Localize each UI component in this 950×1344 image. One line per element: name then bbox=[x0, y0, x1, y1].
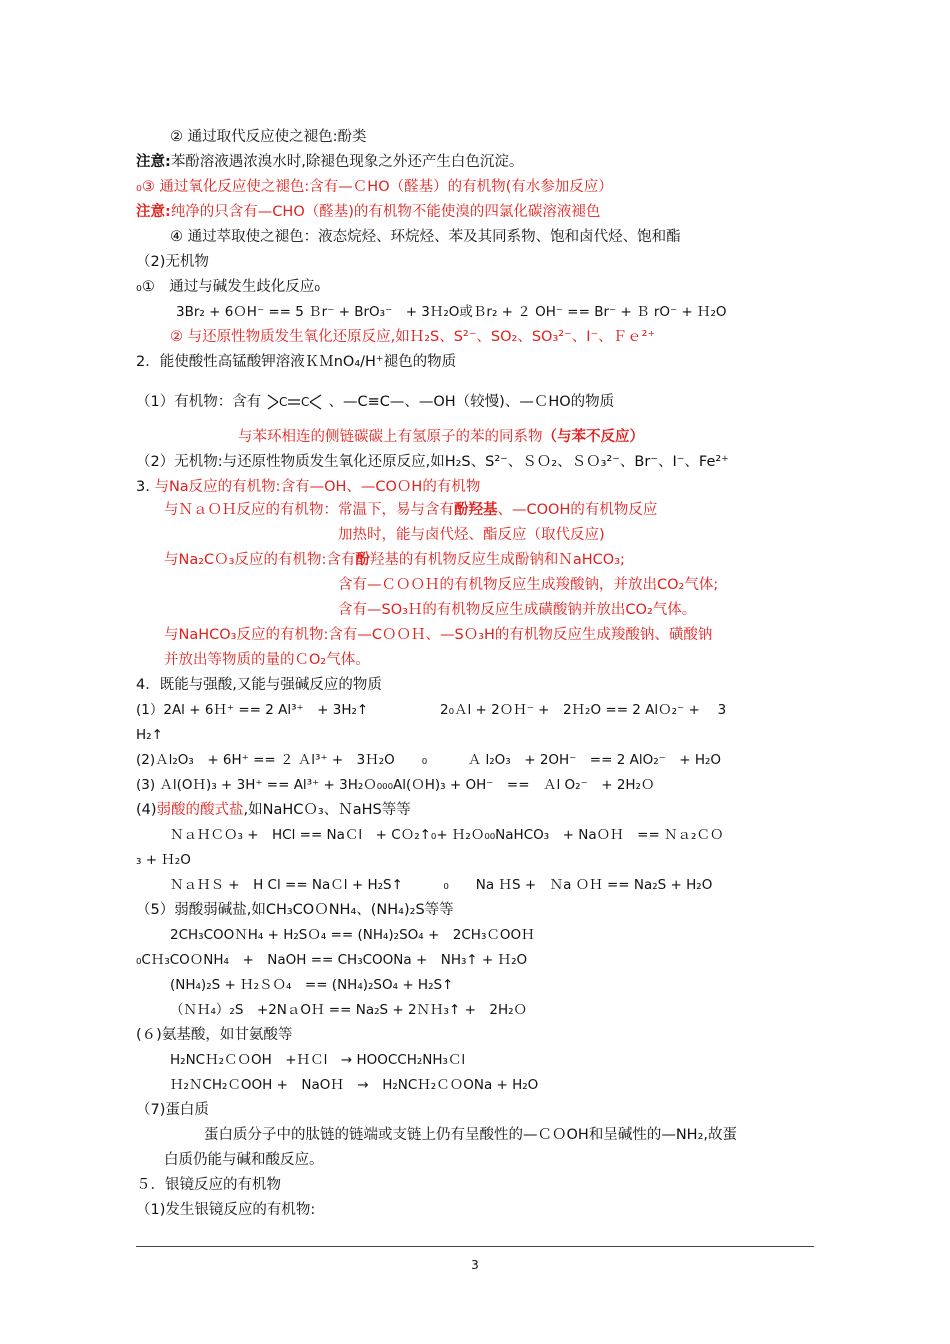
homolog-text: 与苯环相连的侧链碳碳上有氢原子的苯的同系物 bbox=[238, 429, 543, 445]
line-amino-acids: (６)氨基酸，如甘氨酸等 bbox=[136, 1027, 293, 1043]
note-label: 注意: bbox=[136, 154, 171, 170]
equation-al2o3: (2)Ａl₂O₃ + 6H⁺ == ２ Ａl³⁺ + 3Ｈ₂O ₀ Ａ l₂O₃ + 2OH⁻ == 2 AlO₂⁻ + H₂O bbox=[136, 752, 722, 768]
equation-ammonium-acetate-base: ₀CＨ₃COＯNH₄ + NaOH == CH₃COONa + NH₃↑ + Ｈ₂O bbox=[136, 952, 528, 968]
line-protein-desc-cont: 白质仍能与碱和酸反应。 bbox=[164, 1152, 324, 1168]
line-organic-kmno4 bbox=[136, 392, 614, 412]
line-nahco3-co2: 并放出等物质的量的ＣO₂气体。 bbox=[164, 652, 370, 668]
na2co3-phenol-emphasis: 酚 bbox=[355, 552, 370, 568]
svg-text:C: C bbox=[278, 395, 288, 409]
line-silver-mirror-organics: （1)发生银镜反应的有机物: bbox=[136, 1202, 316, 1218]
equation-bromine-base: 3Br₂ + 6ＯH⁻ == 5 Ｂr⁻ + BrO₃⁻ + 3Ｈ₂O或Ｂr₂ + ２ OH⁻ == Br⁻ + Ｂ rO⁻ + Ｈ₂O bbox=[176, 304, 727, 320]
svg-text:C: C bbox=[300, 395, 310, 409]
na2co3-suffix: 羟基的有机物反应生成酚钠和ＮaHCO₃; bbox=[369, 552, 625, 568]
equation-na2co3-cont: ₃ + Ｈ₂O bbox=[136, 852, 191, 868]
naoh-phenol-emphasis: 酚羟基 bbox=[454, 502, 498, 518]
note-label: 注意: bbox=[136, 204, 171, 220]
line-acid-salts bbox=[136, 800, 411, 820]
line-redox-reducing: ② 与还原性物质发生氧化还原反应,如Ｈ₂S、S²⁻、SO₂、SO₃²⁻、I⁻、Ｆｅ²⁺ bbox=[170, 329, 656, 345]
naoh-suffix: 、—COOH的有机物反应 bbox=[497, 502, 658, 518]
homolog-note: （与苯不反应） bbox=[542, 429, 644, 445]
line-naoh-reaction bbox=[164, 500, 657, 520]
line-so3h-na2co3: 含有—SO₃Ｈ的有机物反应生成磺酸钠并放出CO₂气体。 bbox=[338, 602, 697, 618]
equation-ammonium-sulfide-base: （ＮＨ₄）₂S +2NａOＨ == Na₂S + 2ＮＨ₃↑ + 2H₂Ｏ bbox=[170, 1002, 528, 1018]
na-reaction-text: 与Na反应的有机物:含有—OH、—COＯH的有机物 bbox=[154, 479, 481, 495]
acid-salt-term: 弱酸的酸式盐 bbox=[156, 802, 244, 818]
note-pure-aldehyde bbox=[136, 202, 600, 222]
equation-al-reactions: (1）2Al + 6Ｈ⁺ == 2 Al³⁺ + 3H₂↑ 2₀Ａl + 2ＯＨ⁻ + 2Ｈ₂O == 2 AlＯ₂⁻ + 3 bbox=[136, 702, 727, 718]
line-heating: 加热时，能与卤代烃、酯反应（取代反应) bbox=[338, 527, 605, 543]
footer-divider bbox=[136, 1246, 814, 1247]
na2co3-prefix: 与Na₂CＯ₃反应的有机物:含有 bbox=[164, 552, 356, 568]
equation-glycine-base: Ｈ₂ＮCH₂ＣOOH + NaOＨ → H₂NCＨ₂ＣＯONa + H₂O bbox=[170, 1077, 539, 1093]
line-benzene-homolog bbox=[238, 427, 644, 447]
equation-al-h2: H₂↑ bbox=[136, 727, 163, 743]
line-nahco3-reaction: 与NaHCO₃反应的有机物:含有—CＯＯＨ、—SＯ₃H的有机物反应生成羧酸钠、磺酸钠 bbox=[164, 627, 713, 643]
line-na2co3-reaction bbox=[164, 550, 625, 570]
line-cooh-na2co3: 含有—ＣＯＯＨ的有机物反应生成羧酸钠，并放出CO₂气体; bbox=[338, 577, 719, 593]
acid-salt-examples: ,如NaHCＯ₃、ＮaHS等等 bbox=[243, 802, 411, 818]
note-phenol-precipitate bbox=[136, 152, 523, 172]
line-weak-salts: （5）弱酸弱碱盐,如CH₃COＯNH₄、(NH₄)₂S等等 bbox=[136, 902, 454, 918]
heading-inorganic: （2)无机物 bbox=[136, 254, 209, 270]
equation-ammonium-acetate-acid: 2CH₃COOＮH₄ + H₂SＯ₄ == (NH₄)₂SO₄ + 2CH₃ＣOOＨ bbox=[170, 927, 535, 943]
note-text: 苯酚溶液遇浓溴水时,除褪色现象之外还产生白色沉淀。 bbox=[170, 154, 524, 170]
line-extraction: ④ 通过萃取使之褪色：液态烷烃、环烷烃、苯及其同系物、饱和卤代烃、饱和酯 bbox=[170, 229, 681, 245]
heading-na-reaction bbox=[136, 477, 480, 497]
heading-kmno4: 2．能使酸性高锰酸钾溶液ＫＭnO₄/H⁺褪色的物质 bbox=[136, 354, 457, 370]
heading-silver-mirror: ５．银镜反应的有机物 bbox=[136, 1177, 281, 1193]
line-protein-desc: 蛋白质分子中的肽链的链端或支链上仍有呈酸性的—ＣＯOH和呈碱性的—NH₂,故蛋 bbox=[204, 1127, 737, 1143]
line-disproportionation: ₀① 通过与碱发生歧化反应₀ bbox=[136, 279, 321, 295]
line-inorganic-kmno4: （2）无机物:与还原性物质发生氧化还原反应,如H₂S、S²⁻、ＳＯ₂、ＳＯ₃²⁻、Br⁻、I⁻、Fe²⁺ bbox=[136, 454, 729, 470]
equation-ammonium-sulfide-acid: (NH₄)₂S + Ｈ₂ＳＯ₄ == (NH₄)₂SO₄ + H₂S↑ bbox=[170, 977, 454, 993]
note-text: 纯净的只含有—CHO（醛基)的有机物不能使溴的四氯化碳溶液褪色 bbox=[170, 204, 601, 220]
heading-protein: （7)蛋白质 bbox=[136, 1102, 209, 1118]
equation-glycine-acid: H₂NCＨ₂ＣＯOH +ＨＣl → HOOCCH₂NH₃Ｃl bbox=[170, 1052, 466, 1068]
organic-prefix: （1）有机物：含有 bbox=[136, 394, 262, 410]
naoh-prefix: 与ＮａＯＨ反应的有机物：常温下，易与含有 bbox=[164, 502, 454, 518]
equation-al-oh3: (3) Ａl(OＨ)₃ + 3H⁺ == Al³⁺ + 3H₂Ｏ₀₀₀Al(ＯH)₃ + OH⁻ == Ａl O₂⁻ + 2H₂Ｏ bbox=[136, 777, 655, 793]
line-oxidation-aldehyde: ₀③ 通过氧化反应使之褪色:含有—ＣHO（醛基）的有机物(有水参加反应） bbox=[136, 179, 613, 195]
heading-amphoteric: 4．既能与强酸,又能与强碱反应的物质 bbox=[136, 677, 382, 693]
item-number: (4) bbox=[136, 802, 157, 818]
equation-nahs: ＮａＨＳ + H Cl == NaＣl + H₂S↑ ₀ Na ＨS + Ｎa ＯＨ == Na₂S + H₂O bbox=[170, 877, 713, 893]
page-number: 3 bbox=[471, 1258, 479, 1272]
section-number: 3. bbox=[136, 479, 150, 495]
organic-suffix: 、—C≡C—、—OH（较慢)、—ＣHO的物质 bbox=[328, 394, 615, 410]
double-bond-structure-icon bbox=[266, 392, 324, 412]
line-substitution-phenol: ② 通过取代反应使之褪色:酚类 bbox=[170, 129, 367, 145]
equation-nahco3: ＮａＨＣＯ₃ + HCl == NaＣl + CＯ₂↑₀+ Ｈ₂Ｏ₀₀NaHCO₃ + NaＯＨ == Ｎａ₂ＣＯ bbox=[170, 827, 724, 843]
